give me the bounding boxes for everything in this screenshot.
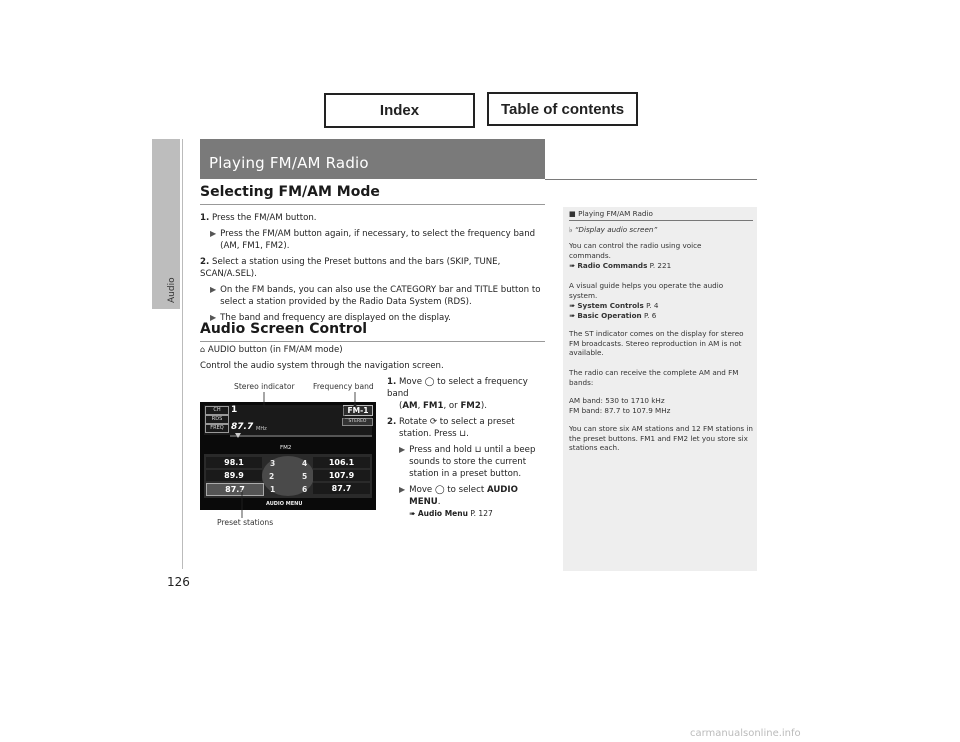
voice-command-text: “Display audio screen” bbox=[574, 225, 658, 234]
text: . bbox=[466, 429, 469, 439]
text: sounds to store the current bbox=[409, 457, 527, 467]
sidebar-paragraph: The radio can receive the complete AM and FM bands: bbox=[569, 368, 739, 387]
index-button[interactable]: Index bbox=[324, 93, 475, 128]
page-number: 126 bbox=[167, 575, 190, 589]
text: ( bbox=[399, 401, 403, 411]
voice-icon: ♭ bbox=[569, 225, 573, 234]
preset-number: 3 bbox=[270, 459, 276, 468]
section1-steps bbox=[200, 212, 545, 324]
rds-button[interactable]: RDS bbox=[205, 415, 229, 424]
preset-button-4[interactable]: 106.1 bbox=[313, 457, 370, 468]
menu-name: MENU bbox=[409, 497, 438, 507]
arrow-right-icon: ▶ bbox=[210, 313, 217, 322]
step-subtext: The band and frequency are displayed on the display. bbox=[220, 313, 451, 323]
reference-link[interactable]: Audio Menu bbox=[417, 509, 468, 518]
voice-command bbox=[569, 225, 753, 235]
step-number: 1. bbox=[200, 213, 210, 223]
reference-link[interactable]: Basic Operation bbox=[577, 311, 642, 320]
band-fm1: FM1 bbox=[423, 401, 444, 411]
watermark: carmanualsonline.info bbox=[690, 728, 801, 739]
band-indicator: FM-1 bbox=[343, 405, 373, 416]
section-title-audio-screen: Audio Screen Control bbox=[200, 321, 368, 337]
step-number: 1. bbox=[387, 377, 397, 387]
arrow-right-icon: ▶ bbox=[399, 445, 406, 454]
sidebar-am-band: AM band: 530 to 1710 kHz bbox=[569, 396, 665, 405]
preset-button-3[interactable]: 87.7 bbox=[206, 483, 264, 496]
sidebar-paragraph: You can control the radio using voice commands. bbox=[569, 241, 702, 260]
reference-page: P. 127 bbox=[470, 509, 493, 518]
step-number: 2. bbox=[387, 417, 397, 427]
band-fm2: FM2 bbox=[460, 401, 481, 411]
frequency-unit: MHz bbox=[256, 426, 267, 432]
sidebar-paragraph: A visual guide helps you operate the audio system. bbox=[569, 281, 724, 300]
step-text: station. Press bbox=[399, 429, 457, 439]
reference-page: P. 6 bbox=[643, 311, 657, 320]
step-text: Press the FM/AM button. bbox=[211, 213, 317, 223]
context-line bbox=[200, 344, 343, 356]
joystick-down-icon: ◯ bbox=[434, 485, 445, 495]
step-text: Move bbox=[398, 377, 423, 387]
caption-frequency-band: Frequency band bbox=[313, 382, 374, 391]
page-title: Playing FM/AM Radio bbox=[209, 154, 369, 172]
intro-text: Control the audio system through the navigation screen. bbox=[200, 361, 444, 371]
toc-button[interactable]: Table of contents bbox=[487, 92, 638, 126]
frequency-display: 87.7 bbox=[231, 422, 254, 432]
caption-preset-stations: Preset stations bbox=[217, 518, 274, 527]
band-am: AM bbox=[402, 401, 418, 411]
home-icon: ⌂ bbox=[200, 345, 206, 354]
text: , bbox=[417, 401, 424, 411]
rotate-icon: ⟳ bbox=[429, 417, 438, 427]
preset-button-2[interactable]: 89.9 bbox=[206, 470, 262, 481]
preset-number: 5 bbox=[302, 472, 308, 481]
callout-lines bbox=[200, 380, 376, 530]
section-rule bbox=[200, 341, 545, 342]
sidebar-paragraph: The ST indicator comes on the display for stereo FM broadcasts. Stereo reproduction in AM is not available. bbox=[569, 329, 744, 357]
info-icon: ■ bbox=[569, 209, 576, 218]
section2-steps bbox=[387, 376, 547, 520]
step-subtext: On the FM bands, you can also use the CATEGORY bar and TITLE button to select a station provided by the Radio Data System (RDS). bbox=[220, 285, 541, 307]
text: Press and hold bbox=[409, 445, 472, 455]
section-rule bbox=[200, 204, 545, 205]
sidebar-title bbox=[569, 209, 753, 219]
caption-stereo-indicator: Stereo indicator bbox=[234, 382, 295, 391]
stereo-indicator: STEREO bbox=[342, 418, 373, 426]
side-divider bbox=[182, 139, 183, 569]
reference-icon: ➠ bbox=[409, 509, 416, 518]
sidebar-ref[interactable]: ➠ Basic Operation P. 6 bbox=[569, 311, 657, 320]
text: , or bbox=[443, 401, 461, 411]
sidebar-fm-band: FM band: 87.7 to 107.9 MHz bbox=[569, 406, 671, 415]
text: until a beep bbox=[484, 445, 536, 455]
sidebar-paragraph: You can store six AM stations and 12 FM stations in the preset buttons. FM1 and FM2 let you store six stations each. bbox=[569, 424, 753, 452]
section-title-fm-am-mode: Selecting FM/AM Mode bbox=[200, 184, 380, 200]
sidebar-ref[interactable]: ➠ Radio Commands P. 221 bbox=[569, 261, 672, 270]
text: to select bbox=[447, 485, 485, 495]
reference-link[interactable]: System Controls bbox=[577, 301, 644, 310]
channel-number: 1 bbox=[231, 405, 238, 415]
text: ). bbox=[480, 401, 487, 411]
step-text: to select a frequency band bbox=[387, 377, 528, 399]
press-icon: ⊔ bbox=[459, 429, 467, 439]
menu-name: AUDIO bbox=[486, 485, 518, 495]
joystick-icon: ◯ bbox=[424, 377, 435, 387]
ch-button[interactable]: CH bbox=[205, 406, 229, 415]
reference-link[interactable]: Radio Commands bbox=[577, 261, 648, 270]
sidebar-title-text: Playing FM/AM Radio bbox=[578, 209, 653, 218]
sidebar-ref[interactable]: ➠ System Controls P. 4 bbox=[569, 301, 659, 310]
header-rule bbox=[545, 179, 757, 180]
preset-number: 6 bbox=[302, 485, 308, 494]
step-number: 2. bbox=[200, 257, 210, 267]
step-subtext: Press the FM/AM button again, if necessary, to select the frequency band (AM, FM1, FM2). bbox=[220, 229, 536, 251]
fm2-tab[interactable]: FM2 bbox=[280, 445, 292, 451]
text: Move bbox=[409, 485, 433, 495]
preset-number: 2 bbox=[269, 472, 275, 481]
side-tab-label: Audio bbox=[167, 277, 177, 303]
preset-button-6[interactable]: 87.7 bbox=[313, 483, 370, 494]
arrow-right-icon: ▶ bbox=[210, 229, 217, 238]
preset-button-1[interactable]: 98.1 bbox=[206, 457, 262, 468]
arrow-right-icon: ▶ bbox=[399, 485, 406, 494]
arrow-right-icon: ▶ bbox=[210, 285, 217, 294]
sidebar-rule bbox=[569, 220, 753, 221]
freq-button[interactable]: FREQ bbox=[205, 424, 229, 433]
step-text: Rotate bbox=[398, 417, 428, 427]
preset-number: 1 bbox=[270, 485, 276, 494]
reference-page: P. 221 bbox=[649, 261, 672, 270]
step-text: Select a station using the Preset buttons and the bars (SKIP, TUNE, SCAN/A.SEL). bbox=[200, 257, 501, 279]
press-icon: ⊔ bbox=[474, 445, 482, 455]
preset-button-5[interactable]: 107.9 bbox=[313, 470, 370, 481]
text: station in a preset button. bbox=[409, 469, 522, 479]
text: . bbox=[437, 497, 441, 507]
preset-number: 4 bbox=[302, 459, 308, 468]
step-text: to select a preset bbox=[439, 417, 515, 427]
audio-menu-tab[interactable]: AUDIO MENU bbox=[266, 501, 303, 507]
context-text: AUDIO button (in FM/AM mode) bbox=[207, 345, 343, 355]
reference-page: P. 4 bbox=[646, 301, 659, 310]
